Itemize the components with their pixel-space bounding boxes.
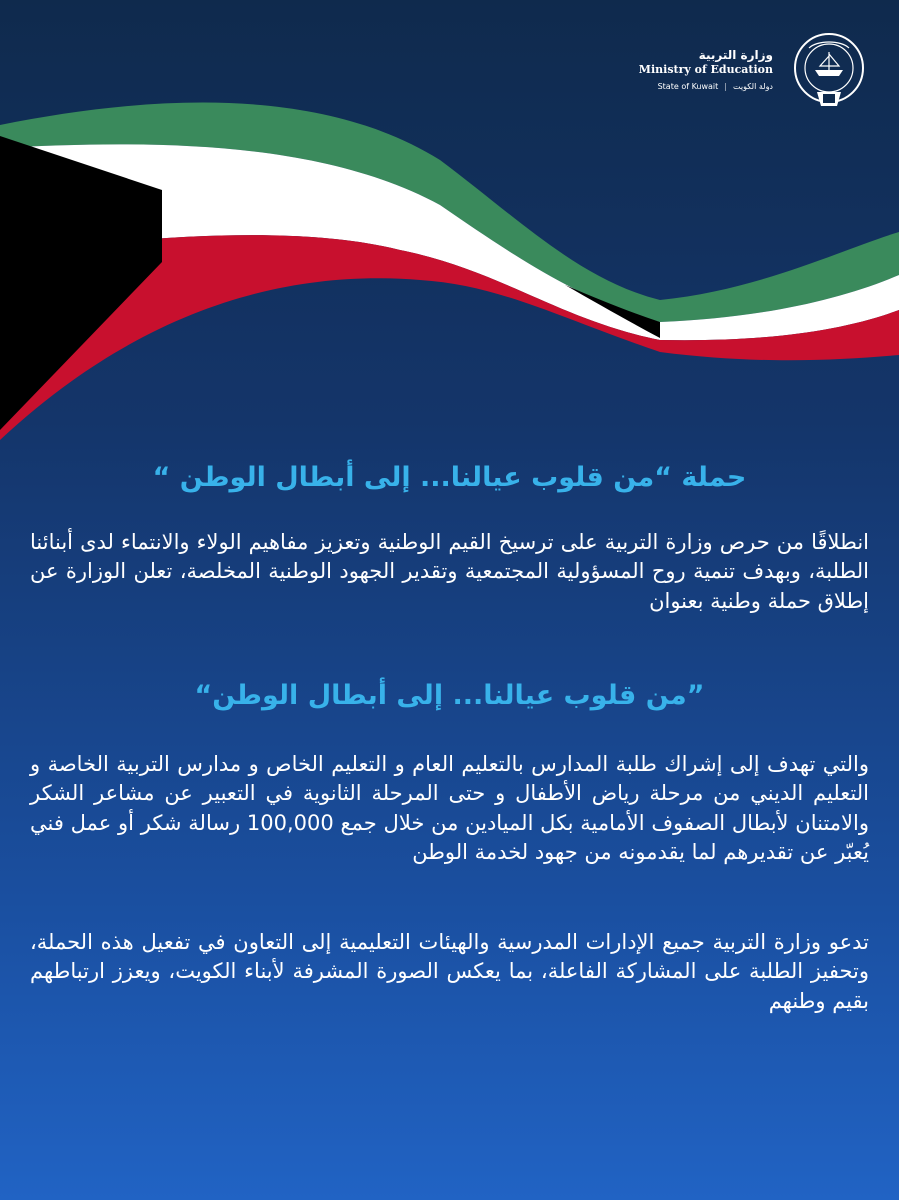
ministry-text-block: [639, 48, 773, 92]
state-line: [639, 82, 773, 92]
call-to-action-paragraph: تدعو وزارة التربية جميع الإدارات المدرسية والهيئات التعليمية إلى التعاون في تفعيل هذه الحملة، وتحفيز الطلبة على المشاركة الفاعلة، بما يعكس الصورة المشرفة لأبناء الكويت، ويعزز ارتباطهم بقيم وطنهم: [30, 930, 869, 1013]
state-separator: |: [724, 81, 727, 91]
ministry-logo: [639, 28, 871, 112]
campaign-slogan: ”من قلوب عيالنا... إلى أبطال الوطن“: [194, 680, 705, 711]
intro-paragraph: انطلاقًا من حرص وزارة التربية على ترسيخ القيم الوطنية وتعزيز مفاهيم الولاء والانتماء لدى أبنائنا الطلبة، وبهدف تنمية روح المسؤولية المجتمعية وتقدير الجهود الوطنية المخلصة، تعلن الوزارة عن إطلاق حملة وطنية بعنوان: [30, 530, 869, 613]
campaign-title: حملة “من قلوب عيالنا... إلى أبطال الوطن “: [152, 462, 747, 493]
ministry-name-en: Ministry of Education: [638, 63, 773, 77]
state-name-ar: دولة الكويت: [733, 81, 773, 91]
state-name-en: State of Kuwait: [657, 81, 719, 91]
ministry-name-ar: وزارة التربية: [698, 48, 773, 63]
goal-paragraph: والتي تهدف إلى إشراك طلبة المدارس بالتعليم العام و التعليم الخاص و مدارس التربية الخاصة و التعليم الديني من مرحلة رياض الأطفال و حتى المرحلة الثانوية في التعبير عن مشاعر الشكر والامتنان لأبطال الصفوف الأمامية بكل الميادين من خلال جمع 100,000 رسالة شكر أو عمل فني يُعبّر عن تقديرهم لما يقدمونه من جهود لخدمة الوطن: [30, 752, 869, 865]
kuwait-emblem-icon: [787, 28, 871, 112]
